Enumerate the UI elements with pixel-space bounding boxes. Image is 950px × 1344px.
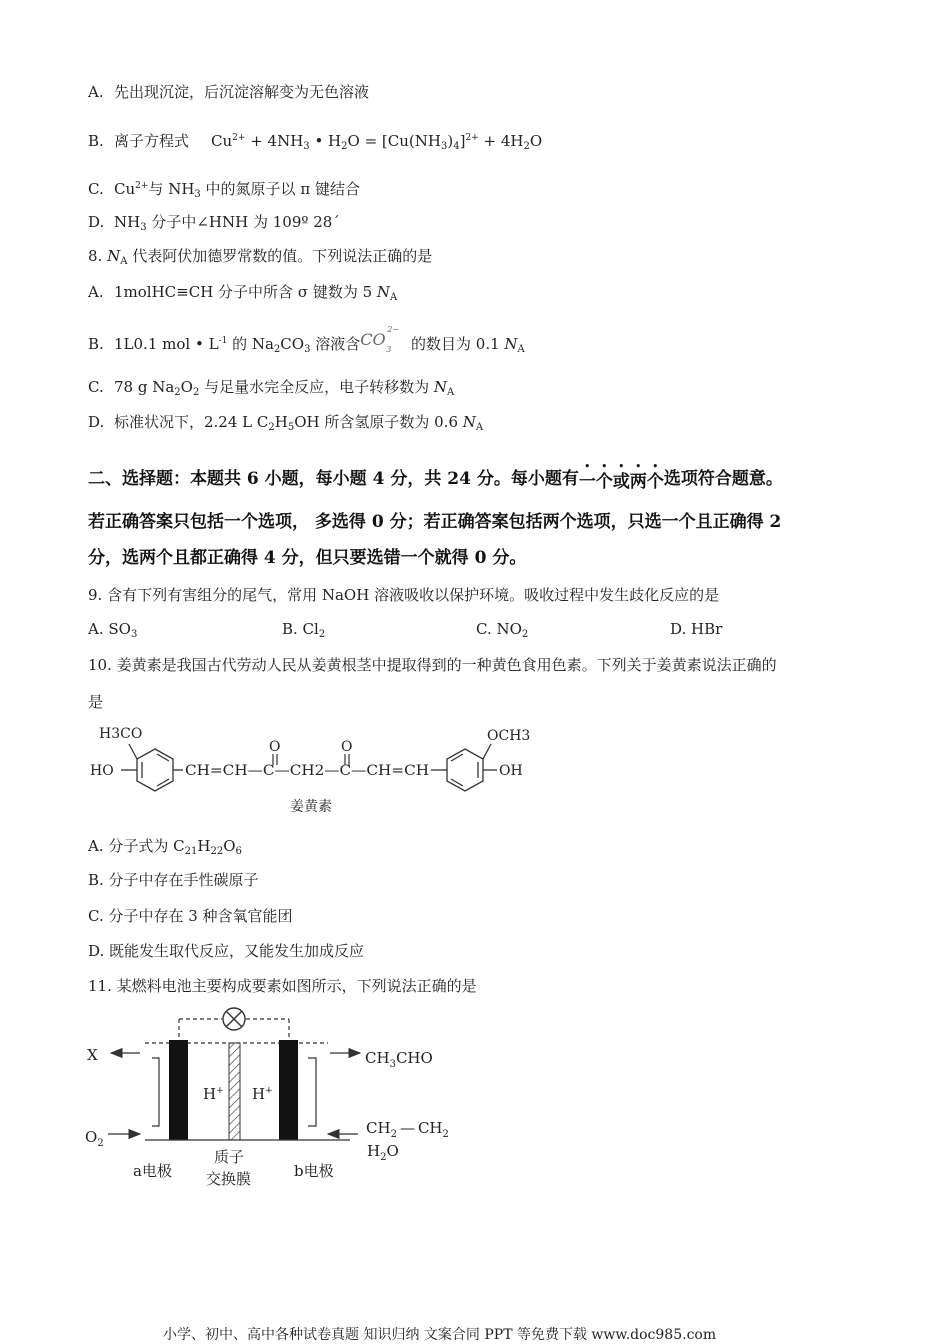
q10-option-a: A. 分子式为 $C_{21}H_{22}O_6$ xyxy=(88,837,242,857)
section2-line3: 分，选两个且都正确得 4 分，但只要选错一个就得 0 分。 xyxy=(88,548,527,568)
proton-exchange-membrane xyxy=(229,1043,240,1140)
q7-option-c: C. $Cu^{2+}$与 $NH_3$ 中的氮原子以 π 键结合 xyxy=(88,180,360,200)
q8-option-c: C. 78 g $Na_2O_2$ 与足量水完全反应，电子转移数为 $N_A$ xyxy=(88,378,455,398)
q7-option-d: D. $NH_3$ 分子中∠HNH 为 109º 28´ xyxy=(88,213,340,233)
a-electrode-label: a电极 xyxy=(133,1162,172,1180)
q8-option-a: A. 1molHC≡CH 分子中所含 σ 键数为 5 $N_A$ xyxy=(88,283,398,303)
electrode-b xyxy=(279,1040,298,1140)
right-benzene-ring xyxy=(431,744,497,791)
curcumin-structure xyxy=(85,718,555,823)
hydroxy-left-label: HO xyxy=(90,763,114,779)
ch3cho-label: $CH_3CHO$ xyxy=(365,1049,433,1070)
compound-name: 姜黄素 xyxy=(290,799,332,815)
b-electrode-label: b电极 xyxy=(294,1162,334,1180)
methoxy-right-label: OCH3 xyxy=(487,728,531,744)
q8-option-b: B. 1L0.1 mol • $L^{-1}$ 的 $Na_2CO_3$ 溶液含CO 3 2− 的数目为 0.1 $N_A$ xyxy=(88,325,525,355)
q9-option-d: D. HBr xyxy=(670,620,723,638)
q9-option-b: B. $Cl_2$ xyxy=(282,620,326,640)
x-label: X xyxy=(87,1046,98,1064)
q9-stem: 9. 含有下列有害组分的尾气，常用 NaOH 溶液吸收以保护环境。吸收过程中发生歧化反应的是 xyxy=(88,586,720,604)
q10-option-d: D. 既能发生取代反应，又能发生加成反应 xyxy=(88,942,365,960)
q10-stem-line2: 是 xyxy=(88,693,104,711)
hydroxy-right-label: OH xyxy=(499,763,523,779)
q8-stem: 8. $N_A$ 代表阿伏加德罗常数的值。下列说法正确的是 xyxy=(88,247,433,267)
q10-option-b: B. 分子中存在手性碳原子 xyxy=(88,871,259,889)
section2-line2: 若正确答案只包括一个选项， 多选得 0 分；若正确答案包括两个选项，只选一个且正确得 2 xyxy=(88,512,782,532)
page-footer: 小学、初中、高中各种试卷真题 知识归纳 文案合同 PPT 等免费下载 www.doc985.com xyxy=(163,1327,717,1343)
carbon-chain-label: CH=CH—C—CH2—C—CH=CH xyxy=(185,763,429,779)
q8-option-d: D. 标准状况下，2.24 L $C_2H_5OH$ 所含氢原子数为 0.6 $N_A$ xyxy=(88,413,484,433)
o2-label: $O_2$ xyxy=(85,1128,104,1149)
q9-option-c: C. $NO_2$ xyxy=(476,620,529,640)
methoxy-left-label: H3CO xyxy=(99,726,143,742)
load-icon xyxy=(223,1008,245,1030)
q11-stem: 11. 某燃料电池主要构成要素如图所示，下列说法正确的是 xyxy=(88,977,477,995)
membrane-label-1: 质子 xyxy=(214,1148,245,1166)
h-plus-right: H+ xyxy=(252,1085,273,1103)
q10-stem-line1: 10. 姜黄素是我国古代劳动人民从姜黄根茎中提取得到的一种黄色食用色素。下列关于姜黄素说法正确的 xyxy=(88,656,777,674)
q7-option-a: A. 先出现沉淀，后沉淀溶解变为无色溶液 xyxy=(88,83,370,101)
electrode-a xyxy=(169,1040,188,1140)
section2-line1: 二、选择题：本题共 6 小题，每小题 4 分，共 24 分。每小题有一个或两个选项符合题意。 xyxy=(88,469,783,492)
h-plus-left: H+ xyxy=(203,1085,224,1103)
carbonyl-o-left: O xyxy=(269,739,281,755)
water-label: $H_2O$ xyxy=(367,1142,399,1163)
carbonate-ion: CO 3 2− xyxy=(360,325,400,354)
fuel-cell-diagram xyxy=(80,1002,480,1197)
ionic-equation: $Cu^{2+} + 4NH_3$ • $H_2O = [Cu(NH_3)_4]^{2+} + 4H_2O$ xyxy=(211,132,543,152)
left-benzene-ring xyxy=(121,744,183,791)
q9-option-a: A. $SO_3$ xyxy=(88,620,138,640)
q7-option-b: B. 离子方程式 $Cu^{2+} + 4NH_3$ • $H_2O = [Cu(NH_3)_4]^{2+} + 4H_2O$ xyxy=(88,132,543,152)
membrane-label-2: 交换膜 xyxy=(206,1170,252,1188)
q10-option-c: C. 分子中存在 3 种含氧官能团 xyxy=(88,907,293,925)
carbonyl-o-right: O xyxy=(341,739,353,755)
ethylene-label: $CH_2$ — $CH_2$ xyxy=(366,1119,449,1140)
